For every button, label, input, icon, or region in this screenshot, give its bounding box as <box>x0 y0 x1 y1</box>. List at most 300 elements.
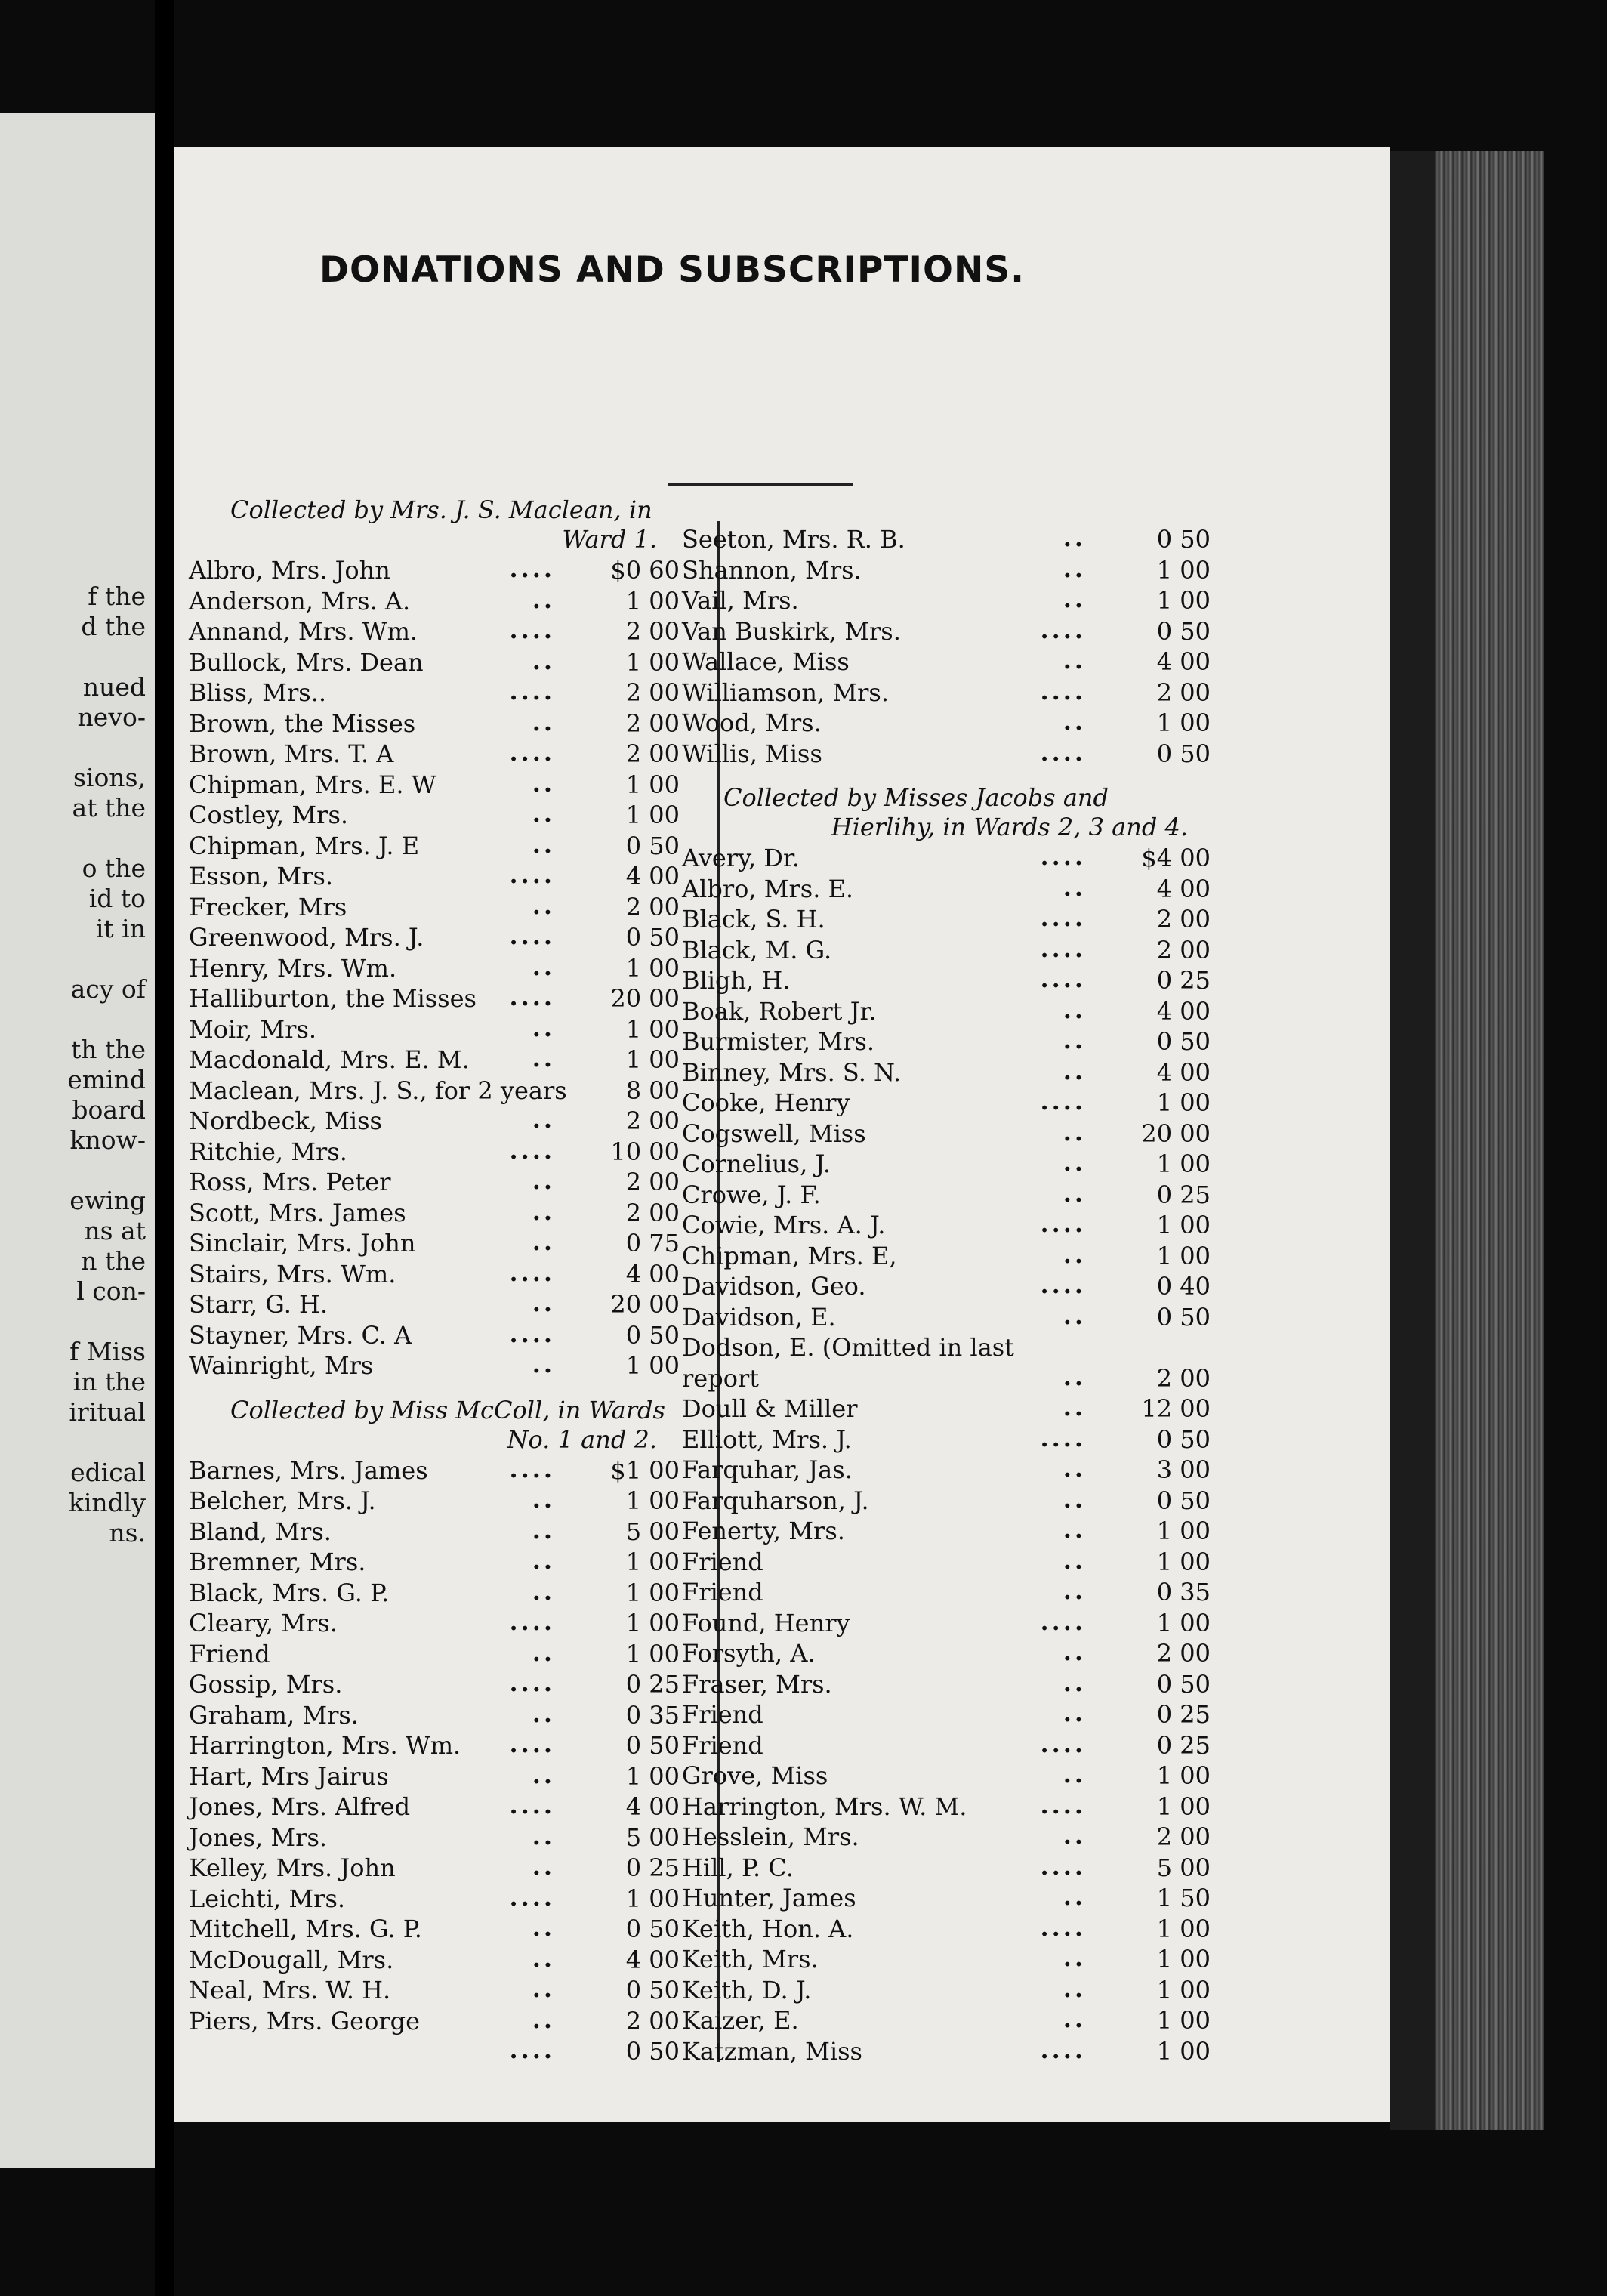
donor-name: Cowie, Mrs. A. J. <box>682 1211 886 1239</box>
donation-amount: $4 00 <box>1141 844 1211 872</box>
collector-heading <box>189 495 680 554</box>
donation-amount: 2 00 <box>625 1106 680 1135</box>
donor-name: Albro, Mrs. E. <box>682 874 854 903</box>
dot-leader: .... <box>509 1668 555 1697</box>
donor-name: Chipman, Mrs. J. E <box>189 831 420 860</box>
donor-name: Wallace, Miss <box>682 647 850 676</box>
donation-entry <box>189 1350 680 1381</box>
donation-amount: 1 00 <box>625 770 680 799</box>
dot-leader: .... <box>1040 1851 1086 1881</box>
donation-entry <box>682 1821 1211 1852</box>
dot-leader: .. <box>1063 1576 1086 1605</box>
dot-leader: .. <box>1063 872 1086 902</box>
left-page-text-fragment: acy of <box>70 974 146 1004</box>
donor-name: Nordbeck, Miss <box>189 1106 382 1135</box>
donor-name: Boak, Robert Jr. <box>682 996 877 1026</box>
donation-amount: 0 25 <box>625 1670 680 1699</box>
donation-amount: 1 00 <box>1156 1945 1211 1974</box>
donation-amount: 4 00 <box>1156 874 1211 903</box>
donation-entry <box>189 1577 680 1608</box>
donation-amount: 3 00 <box>1156 1455 1211 1484</box>
dot-leader: .. <box>1063 1484 1086 1514</box>
donor-name: Found, Henry <box>682 1608 850 1637</box>
donor-name: Cornelius, J. <box>682 1150 831 1178</box>
donation-amount: 2 00 <box>625 708 680 738</box>
donor-name: Hunter, James <box>682 1884 856 1912</box>
donation-entry <box>189 1197 680 1228</box>
dot-leader: .. <box>1063 1362 1086 1391</box>
donation-amount: 1 00 <box>625 647 680 677</box>
dot-leader: .... <box>1040 615 1086 644</box>
donation-amount: 0 50 <box>625 1320 680 1350</box>
left-page-text-fragment: ewing <box>69 1186 146 1215</box>
dot-leader: .... <box>1040 676 1086 705</box>
donation-amount: 0 25 <box>1156 966 1211 995</box>
dot-leader: .. <box>1063 1637 1086 1666</box>
donor-name: Black, M. G. <box>682 935 832 964</box>
donation-entry <box>682 1148 1211 1179</box>
dot-leader: .. <box>532 1546 555 1575</box>
collector-heading-line2: No. 1 and 2. <box>507 1424 657 1454</box>
donation-entry <box>189 1014 680 1045</box>
left-page-text-fragment: nued <box>82 672 146 702</box>
donation-amount: 10 00 <box>610 1137 680 1166</box>
donation-amount: 0 50 <box>625 923 680 952</box>
donor-name: Katzman, Miss <box>682 2036 862 2066</box>
donation-entry <box>189 1075 680 1106</box>
donor-name: Wood, Mrs. <box>682 708 822 737</box>
donation-entry <box>189 1883 680 1914</box>
donor-name: Hart, Mrs Jairus <box>189 1761 389 1791</box>
dot-leader: .... <box>509 554 555 583</box>
donation-entry <box>682 1485 1211 1516</box>
dot-leader: .. <box>1063 554 1086 583</box>
dot-leader: .. <box>1063 1545 1086 1575</box>
donation-entry <box>189 738 680 769</box>
donation-entry <box>682 842 1211 873</box>
donation-amount: 20 00 <box>1141 1119 1211 1148</box>
donor-name: Cleary, Mrs. <box>189 1609 338 1637</box>
donation-entry <box>189 1944 680 1975</box>
donation-entry <box>189 1761 680 1791</box>
dot-leader: .. <box>1063 1668 1086 1697</box>
donation-entry <box>682 1974 1211 2005</box>
donation-amount: 2 00 <box>1156 1363 1211 1393</box>
donor-name: Starr, G. H. <box>189 1290 328 1319</box>
donor-name: Burmister, Mrs. <box>682 1027 874 1056</box>
donor-name: McDougall, Mrs. <box>189 1945 394 1974</box>
donation-amount: 1 00 <box>1156 708 1211 737</box>
dot-leader: .... <box>1040 1209 1086 1238</box>
donation-amount: 5 00 <box>625 1517 680 1546</box>
dot-leader: .. <box>532 1913 555 1942</box>
donation-entry <box>682 903 1211 934</box>
dot-leader: .. <box>532 1943 555 1973</box>
donation-entry <box>189 921 680 952</box>
donation-amount: 0 50 <box>1156 1486 1211 1515</box>
donor-name: Halliburton, the Misses <box>189 984 477 1013</box>
donation-amount: 2 00 <box>1156 935 1211 964</box>
donor-name: Black, Mrs. G. P. <box>189 1578 390 1607</box>
donor-name: Binney, Mrs. S. N. <box>682 1057 902 1087</box>
donation-amount: 0 50 <box>625 2037 680 2066</box>
donation-amount: 1 00 <box>625 1884 680 1913</box>
donor-name: Frecker, Mrs <box>189 892 347 921</box>
donation-amount: 2 00 <box>625 617 680 646</box>
dot-leader: .. <box>1063 1056 1086 1085</box>
donation-amount: 4 00 <box>1156 647 1211 676</box>
donation-entry <box>189 1791 680 1822</box>
dot-leader: .... <box>509 2035 555 2064</box>
donor-name: Bliss, Mrs.. <box>189 678 326 707</box>
left-page-text-fragment: ns at <box>84 1216 146 1245</box>
book-spine <box>155 0 174 2296</box>
donor-name: Davidson, Geo. <box>682 1272 866 1301</box>
donation-amount: 8 00 <box>625 1075 680 1105</box>
donation-amount: 1 00 <box>1156 1608 1211 1637</box>
donation-amount: 4 00 <box>625 1945 680 1974</box>
donor-name: Black, S. H. <box>682 905 825 934</box>
donor-name: Macdonald, Mrs. E. M. <box>189 1045 470 1074</box>
donation-entry <box>189 983 680 1014</box>
donation-entry <box>682 707 1211 738</box>
donation-entry <box>189 1455 680 1486</box>
donor-name: Keith, Mrs. <box>682 1945 819 1974</box>
donation-entry <box>682 1760 1211 1791</box>
left-page-text-fragment: ns. <box>109 1518 146 1548</box>
dot-leader: .... <box>509 1454 555 1483</box>
donation-amount: 1 00 <box>625 801 680 829</box>
donation-amount: 0 50 <box>625 1976 680 2004</box>
donation-amount: 0 50 <box>1156 616 1211 646</box>
donor-name: report <box>682 1363 760 1393</box>
donation-entry <box>682 934 1211 965</box>
donation-amount: 1 00 <box>625 953 680 983</box>
donor-name: Scott, Mrs. James <box>189 1198 406 1227</box>
donor-name: Stayner, Mrs. C. A <box>189 1320 412 1350</box>
donation-amount: 5 00 <box>1156 1853 1211 1882</box>
dot-leader: .... <box>1040 964 1086 993</box>
donation-amount: $1 00 <box>610 1455 680 1485</box>
donation-entry <box>189 554 680 585</box>
donation-entry <box>189 1730 680 1761</box>
donor-name: Cogswell, Miss <box>682 1119 866 1148</box>
dot-leader: .. <box>1063 1239 1086 1269</box>
donation-entry <box>682 585 1211 616</box>
donor-name: Elliott, Mrs. J. <box>682 1424 852 1454</box>
donor-name: Neal, Mrs. W. H. <box>189 1976 391 2004</box>
dot-leader: .... <box>1040 903 1086 932</box>
donation-entry <box>682 1270 1211 1301</box>
dot-leader: .. <box>1063 1454 1086 1483</box>
donation-entry <box>682 2035 1211 2066</box>
donation-entry <box>189 1699 680 1730</box>
donation-entry <box>189 952 680 983</box>
donation-amount: 1 00 <box>1156 1211 1211 1239</box>
donor-name: Esson, Mrs. <box>189 862 334 890</box>
donation-amount: 0 75 <box>625 1229 680 1258</box>
dot-leader: .. <box>532 707 555 736</box>
donor-name: Maclean, Mrs. J. S., for 2 years <box>189 1075 567 1105</box>
dot-leader: .... <box>509 677 555 705</box>
donation-entry <box>682 1057 1211 1088</box>
dot-leader: .... <box>1040 737 1086 767</box>
donation-entry <box>682 995 1211 1026</box>
dot-leader: .... <box>1040 1423 1086 1452</box>
donor-name: Friend <box>682 1730 763 1760</box>
dot-leader: .. <box>532 1227 555 1256</box>
dot-leader: .... <box>509 1607 555 1636</box>
donor-name: Sinclair, Mrs. John <box>189 1229 416 1258</box>
donation-amount: 2 00 <box>1156 1822 1211 1851</box>
donation-amount: 5 00 <box>625 1822 680 1852</box>
donation-entry <box>189 647 680 677</box>
donor-name: Harrington, Mrs. W. M. <box>682 1791 967 1821</box>
donor-name: Henry, Mrs. Wm. <box>189 953 397 983</box>
dot-leader: .. <box>532 890 555 920</box>
collector-heading-line2: Hierlihy, in Wards 2, 3 and 4. <box>831 813 1188 841</box>
donation-entry <box>189 708 680 739</box>
donation-amount: 2 00 <box>625 2006 680 2035</box>
dot-leader: .. <box>532 1350 555 1378</box>
donation-amount: 0 40 <box>1156 1272 1211 1301</box>
donation-entry <box>189 1852 680 1883</box>
dot-leader: .. <box>532 1974 555 2003</box>
dot-leader: .. <box>532 1288 555 1317</box>
donation-entry <box>189 1516 680 1547</box>
donation-entry <box>189 1227 680 1258</box>
donation-amount: 1 00 <box>1156 2036 1211 2066</box>
donation-entry <box>189 1258 680 1289</box>
left-page-text-fragment: at the <box>72 793 146 822</box>
donation-amount: 2 00 <box>625 1168 680 1196</box>
donation-amount: 1 00 <box>1156 1975 1211 2004</box>
donation-amount: 1 00 <box>625 1639 680 1668</box>
left-page-fragment <box>0 113 155 2168</box>
left-page-text-fragment: sions, <box>72 763 146 792</box>
donor-name: Davidson, E. <box>682 1302 836 1332</box>
donor-name: Costley, Mrs. <box>189 801 349 829</box>
dot-leader: .. <box>532 1485 555 1514</box>
dot-leader: .... <box>1040 1729 1086 1758</box>
left-page-text-fragment: iritual <box>69 1397 146 1427</box>
dot-leader: .... <box>509 860 555 889</box>
donation-amount: 0 35 <box>1156 1578 1211 1606</box>
collector-heading <box>189 1396 680 1455</box>
donation-entry <box>682 1332 1211 1362</box>
donation-amount: 0 50 <box>1156 1027 1211 1056</box>
dot-leader: .... <box>509 1791 555 1819</box>
donation-amount: 12 00 <box>1141 1394 1211 1423</box>
donation-amount: 1 00 <box>625 586 680 616</box>
donation-entry <box>682 1852 1211 1883</box>
donor-name: Fenerty, Mrs. <box>682 1517 845 1545</box>
dot-leader: .... <box>509 1730 555 1758</box>
dot-leader: .. <box>532 1105 555 1134</box>
donation-entry <box>189 677 680 708</box>
dot-leader: .. <box>532 1044 555 1072</box>
dot-leader: .. <box>532 1760 555 1789</box>
donor-name: Moir, Mrs. <box>189 1014 317 1044</box>
section-gap <box>189 1381 680 1396</box>
donor-name: Harrington, Mrs. Wm. <box>189 1731 461 1760</box>
donation-entry <box>189 1974 680 2005</box>
dot-leader: .. <box>532 768 555 798</box>
dot-leader: .. <box>1063 1821 1086 1850</box>
donor-name: Ritchie, Mrs. <box>189 1137 347 1166</box>
donation-amount: 0 25 <box>625 1853 680 1882</box>
donation-amount: 2 00 <box>625 1198 680 1227</box>
donation-entry <box>682 1637 1211 1668</box>
donation-entry <box>682 1362 1211 1393</box>
donation-entry <box>189 1105 680 1136</box>
donation-amount: 1 00 <box>1156 1517 1211 1545</box>
donor-name: Gossip, Mrs. <box>189 1670 343 1699</box>
donation-amount: 1 00 <box>1156 1150 1211 1178</box>
donor-name: Keith, Hon. A. <box>682 1914 854 1943</box>
dot-leader: .... <box>509 1135 555 1165</box>
donor-name: Friend <box>682 1547 763 1576</box>
left-page-text-fragment: f the <box>88 582 146 611</box>
page-edge-shadow <box>1390 151 1435 2130</box>
dot-leader: .. <box>532 1515 555 1545</box>
page-title: DONATIONS AND SUBSCRIPTIONS. <box>319 249 1025 291</box>
collector-heading-line2: Ward 1. <box>562 525 657 554</box>
dot-leader: .. <box>532 799 555 828</box>
donation-entry <box>682 2004 1211 2035</box>
dot-leader: .. <box>1063 1699 1086 1727</box>
donation-amount: 1 00 <box>625 1014 680 1044</box>
donation-entry <box>682 1791 1211 1822</box>
dot-leader: .. <box>532 1821 555 1850</box>
donation-amount: 0 25 <box>1156 1180 1211 1209</box>
donation-amount: 0 50 <box>1156 525 1211 554</box>
dot-leader: .. <box>532 1576 555 1606</box>
donor-name: Fraser, Mrs. <box>682 1669 832 1699</box>
left-column <box>189 495 680 2066</box>
donation-amount: 0 50 <box>1156 1424 1211 1454</box>
donor-name: Farquhar, Jas. <box>682 1455 853 1484</box>
donation-amount: 20 00 <box>610 984 680 1013</box>
dot-leader: .... <box>509 921 555 950</box>
donation-amount: 2 00 <box>1156 905 1211 934</box>
left-page-text-fragment: n the <box>81 1246 146 1276</box>
left-page-text-fragment: emind <box>67 1065 146 1094</box>
donor-name: Dodson, E. (Omitted in last <box>682 1333 1014 1362</box>
dot-leader: .. <box>532 1852 555 1881</box>
donation-entry <box>682 1699 1211 1730</box>
donor-name: Bullock, Mrs. Dean <box>189 647 424 677</box>
donor-name: Bremner, Mrs. <box>189 1548 366 1576</box>
donation-entry <box>682 554 1211 585</box>
donor-name: Bligh, H. <box>682 966 791 995</box>
donor-name: Friend <box>682 1578 763 1606</box>
donor-name: Crowe, J. F. <box>682 1180 821 1209</box>
left-page-text-fragment: it in <box>95 914 146 943</box>
dot-leader: .... <box>509 1258 555 1287</box>
donation-entry <box>682 1515 1211 1546</box>
dot-leader: .... <box>1040 934 1086 963</box>
donor-name: Barnes, Mrs. James <box>189 1455 428 1485</box>
title-rule <box>668 483 853 486</box>
donor-name: Brown, Mrs. T. A <box>189 739 394 768</box>
donation-entry <box>682 1607 1211 1638</box>
donor-name: Kaizer, E. <box>682 2006 799 2035</box>
donor-name: Anderson, Mrs. A. <box>189 586 411 616</box>
donation-amount: 1 00 <box>625 1761 680 1791</box>
donation-amount: 4 00 <box>625 1792 680 1821</box>
donor-name: Hesslein, Mrs. <box>682 1822 859 1851</box>
left-page-text-fragment: o the <box>82 853 146 883</box>
donation-entry <box>682 1576 1211 1607</box>
donation-amount: $0 60 <box>610 556 680 585</box>
donation-entry <box>682 738 1211 769</box>
donor-name: Grove, Miss <box>682 1761 828 1790</box>
dot-leader: .. <box>532 1013 555 1042</box>
dot-leader: .... <box>509 983 555 1011</box>
donor-name: Greenwood, Mrs. J. <box>189 923 424 952</box>
dot-leader: .... <box>1040 1606 1086 1636</box>
dot-leader: .. <box>1063 1117 1086 1146</box>
donation-amount: 4 00 <box>625 862 680 890</box>
donor-name: Belcher, Mrs. J. <box>189 1486 376 1515</box>
dot-leader: .. <box>532 1699 555 1728</box>
dot-leader: .... <box>1040 842 1086 871</box>
donation-amount: 1 00 <box>625 1351 680 1380</box>
left-page-text-fragment: in the <box>72 1367 146 1396</box>
donation-entry <box>189 891 680 922</box>
dot-leader: .. <box>532 1196 555 1226</box>
dot-leader: .. <box>532 585 555 614</box>
donor-name: Forsyth, A. <box>682 1639 816 1668</box>
donation-amount: 1 00 <box>625 1578 680 1607</box>
donor-name: Keith, D. J. <box>682 1975 812 2004</box>
donation-entry <box>682 964 1211 995</box>
donation-entry <box>682 1209 1211 1240</box>
donation-entry <box>682 1179 1211 1210</box>
donation-amount: 20 00 <box>610 1290 680 1319</box>
donation-entry <box>189 1822 680 1853</box>
donation-amount: 2 00 <box>1156 677 1211 707</box>
donation-entry <box>682 1730 1211 1761</box>
donation-entry <box>189 1913 680 1944</box>
dot-leader: .... <box>1040 2035 1086 2064</box>
left-page-text-fragment: nevo- <box>77 702 146 732</box>
donation-amount: 1 00 <box>1156 555 1211 585</box>
donation-amount: 1 00 <box>625 1609 680 1637</box>
donation-amount: 1 00 <box>625 1045 680 1074</box>
donation-amount: 1 50 <box>1156 1884 1211 1912</box>
donor-name: Cooke, Henry <box>682 1088 850 1117</box>
donation-entry <box>189 830 680 861</box>
donation-entry <box>682 616 1211 647</box>
dot-leader: .... <box>1040 1790 1086 1819</box>
donation-amount: 0 25 <box>1156 1730 1211 1760</box>
dot-leader: .. <box>532 646 555 675</box>
donor-name: Willis, Miss <box>682 739 822 768</box>
dot-leader: .... <box>509 1319 555 1348</box>
donation-entry <box>682 1424 1211 1455</box>
donation-entry <box>189 1319 680 1350</box>
dot-leader: .. <box>1063 995 1086 1024</box>
donation-entry <box>682 1393 1211 1424</box>
donation-entry <box>189 1136 680 1167</box>
donation-amount: 1 00 <box>1156 1914 1211 1943</box>
donor-name: Chipman, Mrs. E. W <box>189 770 436 799</box>
donation-entry <box>189 769 680 800</box>
donor-name: Avery, Dr. <box>682 844 800 872</box>
dot-leader: .... <box>509 1882 555 1912</box>
